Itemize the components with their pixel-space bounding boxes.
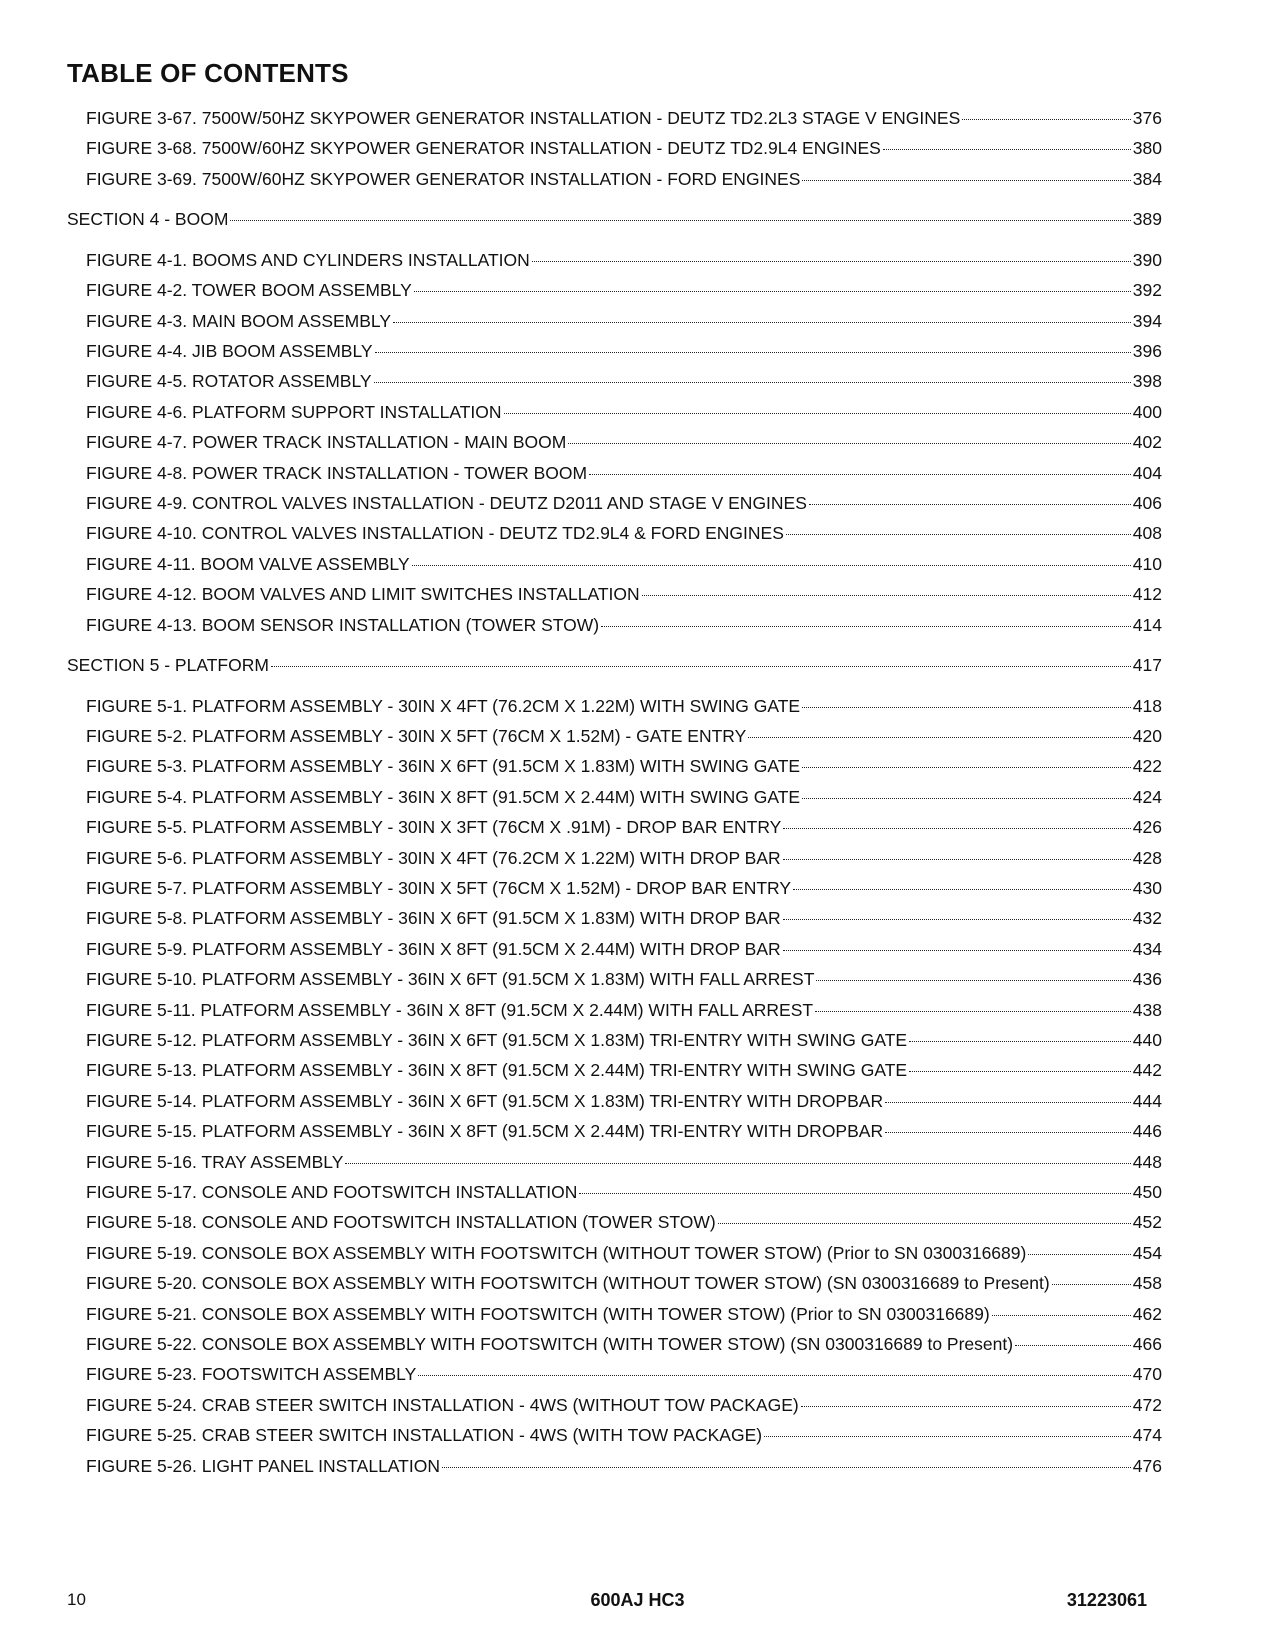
toc-entry-page: 420 [1132,726,1162,746]
toc-entry-page: 422 [1132,756,1162,777]
toc-entry-page: 404 [1132,462,1162,483]
dot-leader [783,950,1131,951]
toc-entry-page: 398 [1132,371,1162,392]
toc-entry-page: 466 [1132,1334,1162,1354]
toc-figure-entry[interactable] [86,553,1162,575]
toc-entry-page: 474 [1132,1425,1162,1446]
toc-entry-page: 428 [1132,847,1162,868]
toc-entry-page: 400 [1132,401,1162,422]
footer-page-number: 10 [67,1590,86,1609]
toc-entry-label: FIGURE 5-4. PLATFORM ASSEMBLY - 36IN X 8FT (91.5CM X 2.44M) WITH SWING GATE [86,786,801,807]
toc-figure-entry[interactable] [86,1303,1162,1325]
toc-figure-entry[interactable] [86,1333,1162,1355]
dot-leader [230,220,1130,221]
toc-figure-entry[interactable] [86,1151,1162,1173]
dot-leader [393,322,1131,323]
toc-entry-label: FIGURE 5-18. CONSOLE AND FOOTSWITCH INSTALLATION (TOWER STOW) [86,1212,716,1233]
toc-figure-entry[interactable] [86,1181,1162,1203]
dot-leader [885,1102,1131,1103]
toc-entry-page: 438 [1132,999,1162,1020]
toc-entry-label: FIGURE 5-14. PLATFORM ASSEMBLY - 36IN X 6FT (91.5CM X 1.83M) TRI-ENTRY WITH DROPBAR [86,1090,884,1111]
toc-entry-page: 476 [1132,1455,1162,1476]
dot-leader [783,919,1131,920]
toc-entry-page: 472 [1132,1394,1162,1415]
toc-entry-page: 436 [1132,969,1162,990]
toc-figure-entry[interactable] [86,725,1162,747]
toc-entry-page: 432 [1132,908,1162,929]
dot-leader [418,1375,1131,1376]
toc-figure-entry[interactable] [86,1120,1162,1142]
toc-figure-entry[interactable] [86,583,1162,605]
toc-entry-label: SECTION 5 - PLATFORM [67,655,269,676]
toc-entry-label: FIGURE 4-2. TOWER BOOM ASSEMBLY [86,280,412,301]
toc-entry-page: 458 [1132,1273,1162,1294]
toc-figure-entry[interactable] [86,462,1162,484]
page-title: TABLE OF CONTENTS [67,58,349,88]
dot-leader [345,1163,1130,1164]
footer-part-number: 31223061 [1066,1590,1147,1610]
dot-leader [718,1223,1131,1224]
toc-entry-label: FIGURE 5-7. PLATFORM ASSEMBLY - 30IN X 5FT (76CM X 1.52M) - DROP BAR ENTRY [86,878,792,898]
toc-figure-entry[interactable] [86,1363,1162,1385]
dot-leader [802,767,1131,768]
dot-leader [793,889,1131,890]
toc-figure-entry[interactable] [86,847,1162,869]
toc-entry-page: 434 [1132,938,1162,959]
toc-figure-entry[interactable] [86,279,1162,301]
toc-figure-entry[interactable] [86,938,1162,960]
dot-leader [802,707,1131,708]
toc-entry-page: 426 [1132,817,1162,838]
toc-entry-label: FIGURE 5-17. CONSOLE AND FOOTSWITCH INSTALLATION [86,1182,578,1202]
toc-entry-label: FIGURE 5-22. CONSOLE BOX ASSEMBLY WITH FOOTSWITCH (WITH TOWER STOW) (SN 0300316689 to Present) [86,1334,1014,1354]
toc-entry-page: 406 [1132,493,1162,513]
dot-leader [568,443,1130,444]
toc-figure-entry[interactable] [86,1394,1162,1416]
toc-figure-entry[interactable] [86,492,1162,514]
toc-entry-label: SECTION 4 - BOOM [67,209,229,230]
dot-leader [801,1406,1131,1407]
dot-leader [764,1436,1131,1437]
toc-entry-page: 450 [1132,1182,1162,1202]
toc-entry-page: 402 [1132,432,1162,453]
toc-entry-label: FIGURE 5-23. FOOTSWITCH ASSEMBLY [86,1364,417,1385]
toc-entry-label: FIGURE 4-9. CONTROL VALVES INSTALLATION - DEUTZ D2011 AND STAGE V ENGINES [86,493,807,513]
toc-entry-label: FIGURE 4-10. CONTROL VALVES INSTALLATION - DEUTZ TD2.9L4 & FORD ENGINES [86,523,784,544]
dot-leader [589,474,1131,475]
toc-entry-page: 417 [1132,655,1162,676]
dot-leader [802,180,1130,181]
toc-figure-entry[interactable] [86,522,1162,544]
toc-section-entry[interactable] [67,208,1162,230]
toc-entry-page: 380 [1132,138,1162,159]
toc-entry-page: 448 [1132,1151,1162,1172]
dot-leader [815,1011,1131,1012]
toc-entry-label: FIGURE 3-68. 7500W/60HZ SKYPOWER GENERATOR INSTALLATION - DEUTZ TD2.9L4 ENGINES [86,138,881,159]
toc-entry-label: FIGURE 5-21. CONSOLE BOX ASSEMBLY WITH FOOTSWITCH (WITH TOWER STOW) (Prior to SN 0300316689) [86,1303,990,1324]
toc-entry-label: FIGURE 4-4. JIB BOOM ASSEMBLY [86,341,373,361]
toc-entry-page: 462 [1132,1303,1162,1324]
toc-figure-entry[interactable] [86,614,1162,636]
toc-figure-entry[interactable] [86,999,1162,1021]
toc-entry-label: FIGURE 4-12. BOOM VALVES AND LIMIT SWITCHES INSTALLATION [86,584,640,605]
toc-figure-entry[interactable] [86,1424,1162,1446]
toc-entry-page: 408 [1132,523,1162,544]
dot-leader [802,798,1131,799]
toc-entry-label: FIGURE 5-3. PLATFORM ASSEMBLY - 36IN X 6FT (91.5CM X 1.83M) WITH SWING GATE [86,756,801,777]
toc-figure-entry[interactable] [86,816,1162,838]
toc-entry-label: FIGURE 5-26. LIGHT PANEL INSTALLATION [86,1455,440,1476]
toc-entry-label: FIGURE 5-5. PLATFORM ASSEMBLY - 30IN X 3FT (76CM X .91M) - DROP BAR ENTRY [86,817,782,838]
toc-figure-entry[interactable] [86,1029,1162,1051]
dot-leader [909,1071,1131,1072]
toc-entry-label: FIGURE 5-11. PLATFORM ASSEMBLY - 36IN X 8FT (91.5CM X 2.44M) WITH FALL ARREST [86,999,814,1020]
dot-leader [786,534,1131,535]
dot-leader [909,1041,1131,1042]
toc-figure-entry[interactable] [86,1455,1162,1477]
toc-entry-page: 414 [1132,614,1162,635]
toc-entry-label: FIGURE 5-2. PLATFORM ASSEMBLY - 30IN X 5FT (76CM X 1.52M) - GATE ENTRY [86,726,747,746]
toc-entry-page: 430 [1132,878,1162,898]
toc-entry-label: FIGURE 3-69. 7500W/60HZ SKYPOWER GENERATOR INSTALLATION - FORD ENGINES [86,168,801,189]
toc-figure-entry[interactable] [86,695,1162,717]
dot-leader [374,382,1131,383]
toc-entry-label: FIGURE 5-24. CRAB STEER SWITCH INSTALLATION - 4WS (WITHOUT TOW PACKAGE) [86,1394,799,1415]
toc-entry-label: FIGURE 5-19. CONSOLE BOX ASSEMBLY WITH FOOTSWITCH (WITHOUT TOWER STOW) (Prior to SN 0300316689) [86,1242,1027,1263]
toc-figure-entry[interactable] [86,431,1162,453]
dot-leader [883,149,1131,150]
toc-figure-entry[interactable] [86,1090,1162,1112]
toc-entry-label: FIGURE 5-25. CRAB STEER SWITCH INSTALLATION - 4WS (WITH TOW PACKAGE) [86,1425,763,1446]
dot-leader [1052,1284,1131,1285]
toc-entry-page: 442 [1132,1060,1162,1081]
toc-entry-page: 376 [1132,108,1162,128]
dot-leader [962,119,1131,120]
dot-leader [375,352,1131,353]
toc-entry-page: 410 [1132,553,1162,574]
toc-figure-entry[interactable] [86,968,1162,990]
toc-figure-entry[interactable] [86,1211,1162,1233]
toc-figure-entry[interactable] [86,249,1162,271]
toc-entry-label: FIGURE 5-6. PLATFORM ASSEMBLY - 30IN X 4FT (76.2CM X 1.22M) WITH DROP BAR [86,847,781,868]
toc-entry-page: 454 [1132,1242,1162,1263]
toc-entry-page: 392 [1132,280,1162,301]
dot-leader [783,828,1130,829]
toc-entry-page: 452 [1132,1212,1162,1233]
toc-figure-entry[interactable] [86,755,1162,777]
toc-entry-page: 424 [1132,786,1162,807]
toc-entry-page: 446 [1132,1121,1162,1142]
toc-figure-entry[interactable] [86,107,1162,129]
toc-entry-label: FIGURE 5-20. CONSOLE BOX ASSEMBLY WITH FOOTSWITCH (WITHOUT TOWER STOW) (SN 0300316689 to Present) [86,1273,1050,1294]
toc-figure-entry[interactable] [86,1242,1162,1264]
toc-figure-entry[interactable] [86,370,1162,392]
toc-entry-label: FIGURE 4-13. BOOM SENSOR INSTALLATION (TOWER STOW) [86,614,600,635]
dot-leader [414,291,1131,292]
toc-section-entry[interactable] [67,654,1162,676]
toc-entry-page: 470 [1132,1364,1162,1385]
dot-leader [748,737,1130,738]
toc-entry-label: FIGURE 4-8. POWER TRACK INSTALLATION - TOWER BOOM [86,462,588,483]
dot-leader [809,504,1131,505]
toc-figure-entry[interactable] [86,137,1162,159]
dot-leader [783,859,1131,860]
toc-entry-label: FIGURE 5-15. PLATFORM ASSEMBLY - 36IN X 8FT (91.5CM X 2.44M) TRI-ENTRY WITH DROPBAR [86,1121,884,1142]
toc-entry-label: FIGURE 4-6. PLATFORM SUPPORT INSTALLATION [86,401,502,422]
dot-leader [601,626,1131,627]
footer-model: 600AJ HC3 [590,1590,685,1610]
toc-entry-page: 389 [1132,209,1162,230]
toc-figure-entry[interactable] [86,168,1162,190]
toc-entry-page: 384 [1132,168,1162,189]
toc-figure-entry[interactable] [86,1272,1162,1294]
toc-entry-label: FIGURE 4-5. ROTATOR ASSEMBLY [86,371,372,392]
toc-entry-label: FIGURE 4-7. POWER TRACK INSTALLATION - MAIN BOOM [86,432,567,453]
dot-leader [442,1467,1131,1468]
dot-leader [992,1315,1131,1316]
dot-leader [504,413,1131,414]
toc-entry-label: FIGURE 5-1. PLATFORM ASSEMBLY - 30IN X 4FT (76.2CM X 1.22M) WITH SWING GATE [86,695,801,716]
dot-leader [412,565,1131,566]
toc-entry-label: FIGURE 5-9. PLATFORM ASSEMBLY - 36IN X 8FT (91.5CM X 2.44M) WITH DROP BAR [86,938,781,959]
toc-figure-entry[interactable] [86,310,1162,332]
dot-leader [816,980,1130,981]
toc-figure-entry[interactable] [86,401,1162,423]
toc-figure-entry[interactable] [86,340,1162,362]
toc-entry-label: FIGURE 5-8. PLATFORM ASSEMBLY - 36IN X 6FT (91.5CM X 1.83M) WITH DROP BAR [86,908,781,929]
toc-entry-label: FIGURE 5-12. PLATFORM ASSEMBLY - 36IN X 6FT (91.5CM X 1.83M) TRI-ENTRY WITH SWING GATE [86,1030,908,1050]
toc-entry-label: FIGURE 5-13. PLATFORM ASSEMBLY - 36IN X 8FT (91.5CM X 2.44M) TRI-ENTRY WITH SWING GATE [86,1060,908,1081]
dot-leader [885,1132,1131,1133]
toc-entry-label: FIGURE 5-16. TRAY ASSEMBLY [86,1151,344,1172]
dot-leader [1028,1254,1130,1255]
dot-leader [579,1193,1130,1194]
toc-figure-entry[interactable] [86,786,1162,808]
toc-entry-label: FIGURE 4-11. BOOM VALVE ASSEMBLY [86,553,410,574]
toc-figure-entry[interactable] [86,907,1162,929]
toc-entry-label: FIGURE 5-10. PLATFORM ASSEMBLY - 36IN X 6FT (91.5CM X 1.83M) WITH FALL ARREST [86,969,815,990]
toc-entry-page: 418 [1132,695,1162,716]
toc-entry-page: 396 [1132,341,1162,361]
toc-entry-label: FIGURE 4-1. BOOMS AND CYLINDERS INSTALLATION [86,249,530,270]
toc-entry-page: 444 [1132,1090,1162,1111]
toc-figure-entry[interactable] [86,1059,1162,1081]
dot-leader [271,666,1131,667]
toc-entry-page: 394 [1132,310,1162,331]
dot-leader [1015,1345,1131,1346]
dot-leader [532,261,1131,262]
toc-figure-entry[interactable] [86,877,1162,899]
toc-entry-label: FIGURE 4-3. MAIN BOOM ASSEMBLY [86,310,392,331]
toc-entry-page: 390 [1132,249,1162,270]
toc-entry-page: 440 [1132,1030,1162,1050]
toc-entry-page: 412 [1132,584,1162,605]
toc-entry-label: FIGURE 3-67. 7500W/50HZ SKYPOWER GENERATOR INSTALLATION - DEUTZ TD2.2L3 STAGE V ENGINES [86,108,961,128]
dot-leader [642,595,1131,596]
